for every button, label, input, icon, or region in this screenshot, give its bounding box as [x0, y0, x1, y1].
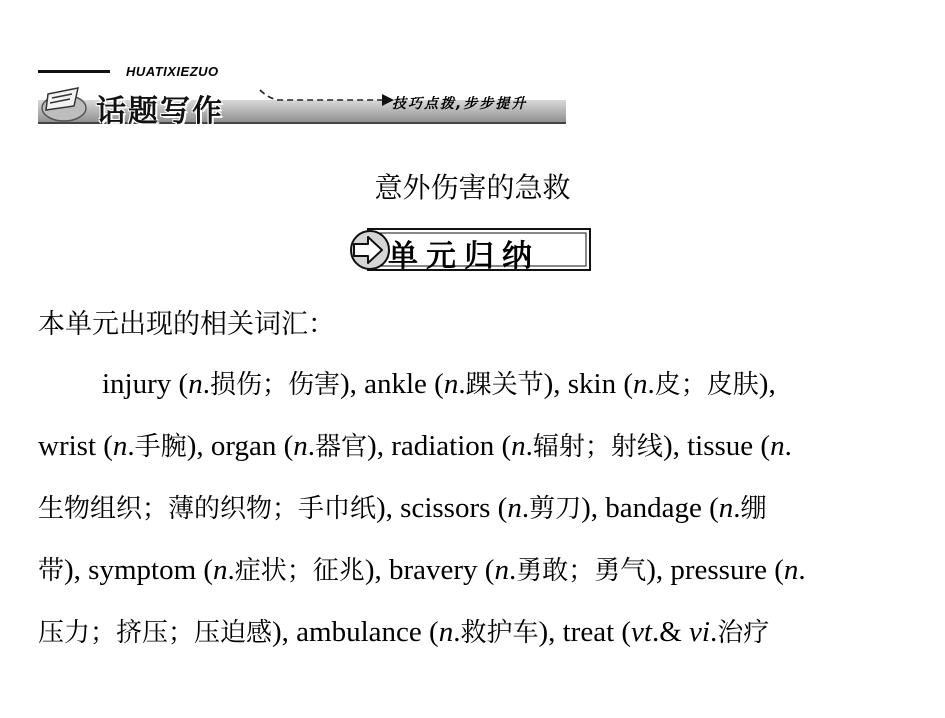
english-text: .: [798, 554, 806, 586]
english-text: .: [453, 616, 461, 648]
chinese-gloss: 救护车: [460, 618, 539, 648]
chinese-gloss: 辐射；射线: [532, 432, 663, 462]
arrow-right-icon: [351, 231, 389, 269]
header-title: 话题写作: [96, 94, 224, 129]
chinese-gloss: 皮；皮肤: [654, 370, 759, 400]
header-slogan: 技巧点拨,步步提升: [392, 96, 528, 112]
vocab-line: [38, 612, 918, 649]
english-text: .: [508, 554, 517, 586]
vocab-line: [102, 364, 945, 401]
english-text: .: [458, 368, 466, 400]
english-text: .: [784, 430, 792, 462]
part-of-speech: n: [188, 368, 203, 400]
part-of-speech: vi: [689, 616, 710, 648]
chinese-gloss: 带: [38, 556, 65, 586]
chinese-gloss: 损伤；伤害: [209, 370, 340, 400]
chinese-gloss: 压力；挤压；压迫感: [38, 618, 273, 648]
english-text: .: [709, 616, 718, 648]
header-pinyin: HUATIXIEZUO: [126, 64, 219, 79]
vocab-line: [38, 488, 918, 525]
english-text: ), organ (: [186, 430, 294, 462]
part-of-speech: n: [438, 616, 454, 648]
part-of-speech: n: [443, 368, 459, 400]
chinese-gloss: 绷: [740, 494, 767, 524]
chinese-gloss: 勇敢；勇气: [516, 556, 647, 586]
part-of-speech: n: [783, 554, 799, 586]
english-text: injury (: [102, 368, 189, 400]
chinese-gloss: 治疗: [717, 618, 770, 648]
part-of-speech: n: [511, 430, 526, 462]
english-text: .: [521, 492, 530, 524]
english-text: ), bravery (: [364, 554, 495, 586]
english-text: .: [202, 368, 210, 400]
part-of-speech: vt: [631, 616, 652, 648]
unit-summary-label: 单元归纳: [388, 239, 540, 274]
pen-book-icon: [42, 88, 86, 121]
english-text: .: [647, 368, 655, 400]
part-of-speech: n: [293, 430, 308, 462]
english-text: ), treat (: [538, 616, 632, 648]
header-topline: [38, 70, 110, 73]
english-text: .: [127, 430, 135, 462]
english-text: ), ambulance (: [272, 616, 439, 648]
chinese-gloss: 器官: [315, 432, 368, 462]
english-text: ), bandage (: [581, 492, 719, 524]
part-of-speech: n: [718, 492, 734, 524]
part-of-speech: n: [112, 430, 128, 462]
english-text: ), pressure (: [646, 554, 784, 586]
english-text: .: [733, 492, 741, 524]
english-text: ), radiation (: [367, 430, 512, 462]
chinese-gloss: 症状；征兆: [234, 556, 365, 586]
part-of-speech: n: [507, 492, 522, 524]
english-text: ), ankle (: [339, 368, 444, 400]
english-text: ), skin (: [543, 368, 634, 400]
english-text: .: [525, 430, 533, 462]
english-text: .&: [651, 616, 690, 648]
vocab-heading: 本单元出现的相关词汇：: [38, 309, 335, 340]
english-text: ), scissors (: [376, 492, 508, 524]
english-text: wrist (: [38, 430, 113, 462]
chinese-gloss: 生物组织；薄的织物；手巾纸: [38, 494, 377, 524]
english-text: .: [307, 430, 316, 462]
chinese-gloss: 手腕: [134, 432, 187, 462]
english-text: ), tissue (: [662, 430, 771, 462]
topic-title: 意外伤害的急救: [374, 171, 571, 204]
english-text: ), symptom (: [64, 554, 214, 586]
english-text: ),: [758, 368, 776, 400]
vocab-line: [38, 550, 918, 587]
part-of-speech: n: [770, 430, 785, 462]
vocab-line: [38, 426, 918, 463]
chinese-gloss: 剪刀: [529, 494, 582, 524]
chinese-gloss: 踝关节: [465, 370, 544, 400]
part-of-speech: n: [213, 554, 228, 586]
part-of-speech: n: [633, 368, 648, 400]
dashed-arrow-line: [260, 90, 388, 100]
english-text: .: [227, 554, 235, 586]
part-of-speech: n: [494, 554, 509, 586]
